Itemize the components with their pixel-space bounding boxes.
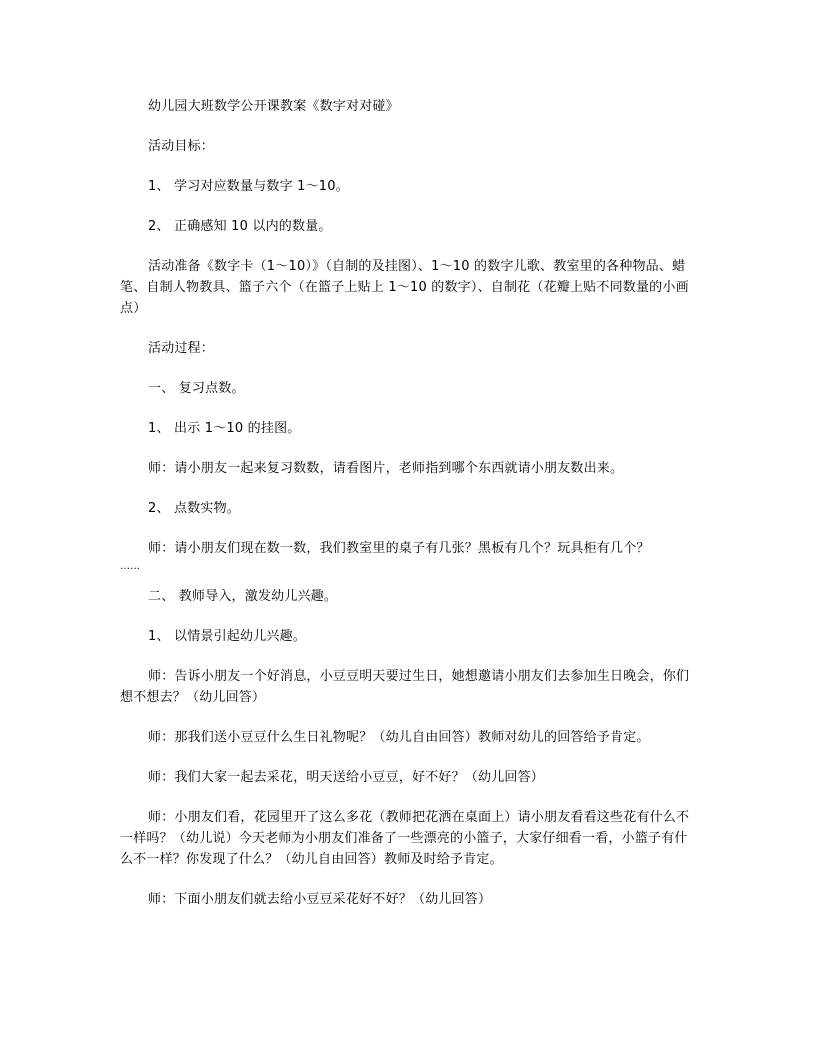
step-item-2-1: 1、 以情景引起幼儿兴趣。 (148, 629, 307, 644)
teacher-line: 师：告诉小朋友一个好消息，小豆豆明天要过生日，她想邀请小朋友们去参加生日晚会，你们想不想去？（幼儿回答） (120, 669, 690, 705)
teacher-line: 师：请小朋友一起来复习数数，请看图片，老师指到哪个东西就请小朋友数出来。 (148, 461, 624, 476)
step-heading-2: 二、 教师导入，激发幼儿兴趣。 (148, 589, 338, 604)
teacher-line: 师：请小朋友们现在数一数，我们教室里的桌子有几张？黑板有几个？玩具柜有几个？ (148, 541, 650, 556)
teacher-line: 师：下面小朋友们就去给小豆豆采花好不好？（幼儿回答） (148, 892, 492, 907)
teacher-line: 师：我们大家一起去采花，明天送给小豆豆，好不好？（幼儿回答） (148, 770, 545, 785)
document-body (120, 96, 700, 929)
teacher-line: 师：那我们送小豆豆什么生日礼物呢？（幼儿自由回答）教师对幼儿的回答给予肯定。 (148, 730, 650, 745)
goal-item-1: 1、 学习对应数量与数字 1～10。 (148, 179, 349, 194)
step-heading-1: 一、 复习点数。 (148, 381, 245, 396)
section-heading-process: 活动过程： (148, 341, 215, 356)
preparation-paragraph: 活动准备《数字卡（1～10）》（自制的及挂图）、1～10 的数字儿歌、教室里的各种物品、蜡笔、自制人物教具、篮子六个（在篮子上贴上 1～10 的数字）、自制花（花瓣上贴不同数量的小画点） (120, 259, 689, 316)
step-item-1-2: 2、 点数实物。 (148, 501, 241, 516)
section-heading-goals: 活动目标： (148, 139, 215, 154)
ellipsis-mark: …… (120, 561, 140, 572)
goal-item-2: 2、 正确感知 10 以内的数量。 (148, 219, 332, 234)
step-item-1-1: 1、 出示 1～10 的挂图。 (148, 421, 301, 436)
teacher-line: 师：小朋友们看，花园里开了这么多花（教师把花洒在桌面上）请小朋友看看这些花有什么不一样吗？（幼儿说）今天老师为小朋友们准备了一些漂亮的小篮子，大家仔细看一看，小篮子有什么不一样？你发现了什么？（幼儿自由回答）教师及时给予肯定。 (120, 810, 690, 867)
document-title: 幼儿园大班数学公开课教案《数字对对碰》 (148, 99, 399, 114)
